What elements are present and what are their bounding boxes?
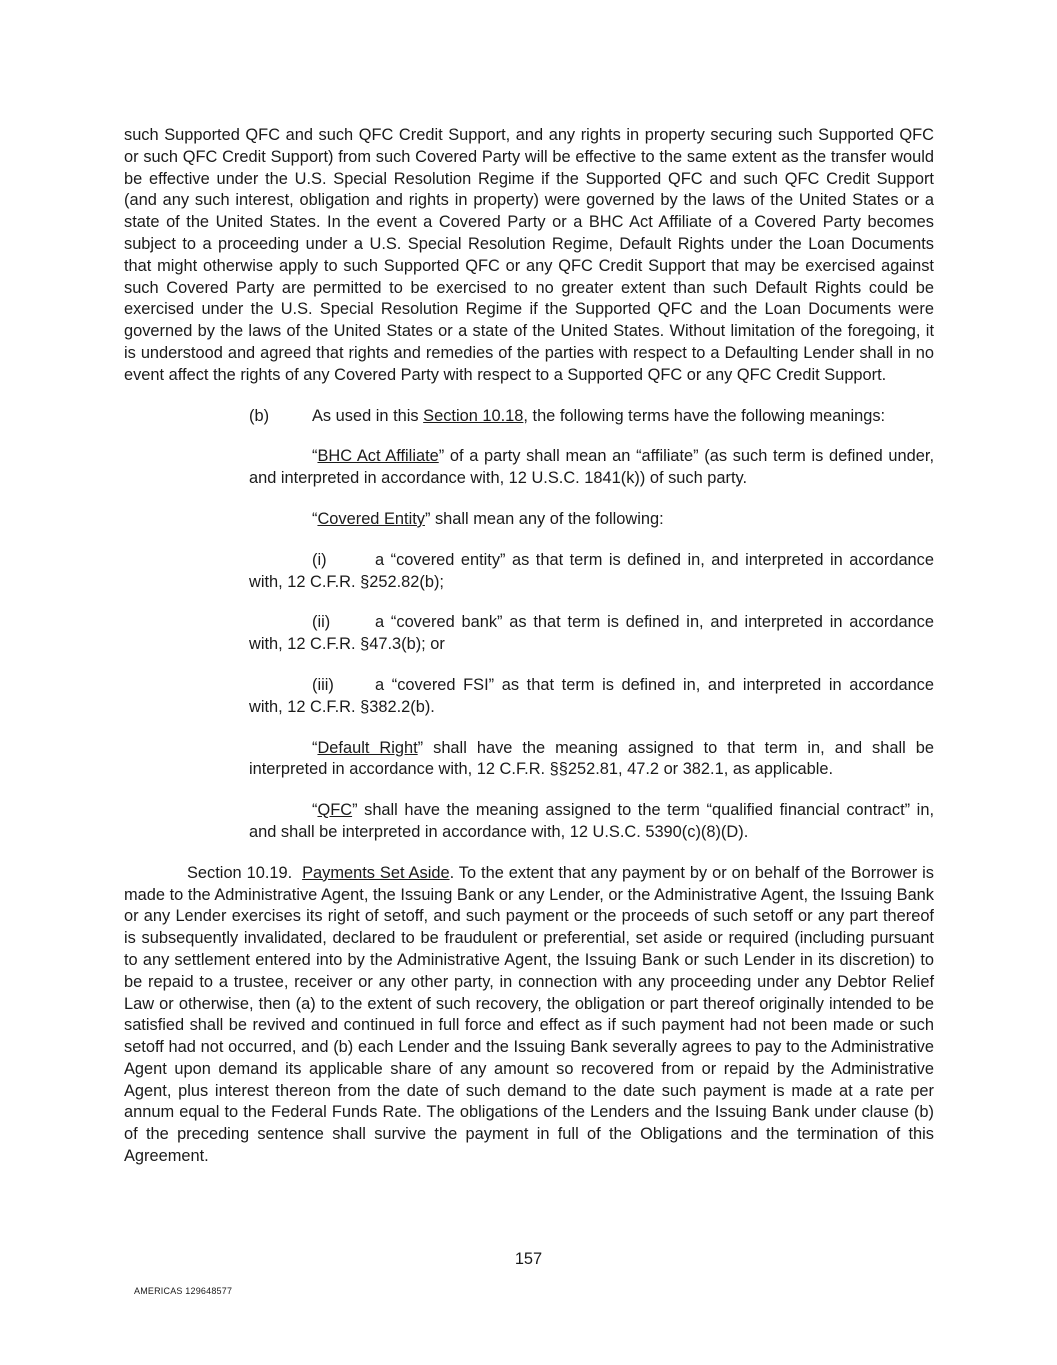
clause-b-pre: As used in this xyxy=(312,406,424,425)
defined-term: Default Right xyxy=(317,738,418,757)
item-label: (ii) xyxy=(312,613,331,632)
open-quote: “ xyxy=(312,738,318,757)
list-item xyxy=(249,675,934,719)
section-ref: Section 10.18 xyxy=(423,406,524,425)
clause-b-label: (b) xyxy=(249,406,270,425)
section-title: Payments Set Aside xyxy=(302,863,450,882)
defined-term: BHC Act Affiliate xyxy=(317,447,439,466)
open-quote: “ xyxy=(312,801,318,820)
item-text: a “covered FSI” as that term is defined in, and interpreted in accordance with, 12 C.F.R. §382.2(b). xyxy=(249,675,934,716)
item-label: (iii) xyxy=(312,675,334,694)
item-label: (i) xyxy=(312,550,327,569)
definition-default-right xyxy=(249,738,934,782)
definition-text: ” shall have the meaning assigned to the term “qualified financial contract” in, and shall be interpreted in accordance with, 12 U.S.C. 5390(c)(8)(D). xyxy=(249,801,934,841)
list-item xyxy=(249,612,934,656)
defined-term: Covered Entity xyxy=(317,509,425,528)
definition-qfc xyxy=(249,800,934,844)
clause-b xyxy=(249,406,934,428)
page-number: 157 xyxy=(514,1250,543,1268)
document-body xyxy=(124,125,934,1168)
continuation-paragraph: such Supported QFC and such QFC Credit Support, and any rights in property securing such Supported QFC or such QFC Credit Support) from such Covered Party will be effective to the same extent as the transfer would be effective under the U.S. Special Resolution Regime if the Supported QFC and such QFC Credit Support (and any such interest, obligation and rights in property) were governed by the laws of the United States or a state of the United States. In the event a Covered Party or a BHC Act Affiliate of a Covered Party becomes subject to a proceeding under a U.S. Special Resolution Regime, Default Rights under the Loan Documents that might otherwise apply to such Supported QFC or any QFC Credit Support that may be exercised against such Covered Party are permitted to be exercised to no greater extent than such Default Rights could be exercised under the U.S. Special Resolution Regime if the Supported QFC and the Loan Documents were governed by the laws of the United States or a state of the United States. Without limitation of the foregoing, it is understood and agreed that rights and remedies of the parties with respect to a Defaulting Lender shall in no event affect the rights of any Covered Party with respect to a Supported QFC or any QFC Credit Support. xyxy=(124,126,934,384)
document-id: AMERICAS 129648577 xyxy=(134,1286,233,1296)
definition-text: ” shall mean any of the following: xyxy=(424,509,664,528)
definition-bhc-act-affiliate xyxy=(249,446,934,490)
open-quote: “ xyxy=(312,447,318,466)
definition-covered-entity xyxy=(249,509,934,531)
list-item xyxy=(249,550,934,594)
item-text: a “covered bank” as that term is defined in, and interpreted in accordance with, 12 C.F.R. §47.3(b); or xyxy=(249,613,934,654)
definition-text: ” of a party shall mean an “affiliate” (as such term is defined under, and interpreted in accordance with, 12 U.S.C. 1841(k)) of such party. xyxy=(249,447,934,488)
section-10-19 xyxy=(124,863,934,1168)
section-number: Section 10.19. xyxy=(187,863,293,882)
open-quote: “ xyxy=(312,509,318,528)
section-text: . To the extent that any payment by or on behalf of the Borrower is made to the Administrative Agent, the Issuing Bank or any Lender, or the Administrative Agent, the Issuing Bank or any Lender exercises its right of setoff, and such payment or the proceeds of such setoff or any part thereof is subsequently invalidated, declared to be fraudulent or preferential, set aside or required (including pursuant to any settlement entered into by the Administrative Agent, the Issuing Bank or such Lender in its discretion) to be repaid to a trustee, receiver or any other party, in connection with any proceeding under any Debtor Relief Law or otherwise, then (a) to the extent of such recovery, the obligation or part thereof originally intended to be satisfied shall be revived and continued in full force and effect as if such payment had not been made or such setoff had not occurred, and (b) each Lender and the Issuing Bank severally agrees to pay to the Administrative Agent upon demand its applicable share of any amount so recovered from or repaid by the Administrative Agent, plus interest thereon from the date of such demand to the date such payment is made at a rate per annum equal to the Federal Funds Rate. The obligations of the Lenders and the Issuing Bank under clause (b) of the preceding sentence shall survive the payment in full of the Obligations and the termination of this Agreement. xyxy=(124,863,934,1166)
defined-term: QFC xyxy=(317,801,353,820)
definition-text: ” shall have the meaning assigned to that term in, and shall be interpreted in accordance with, 12 C.F.R. §§252.81, 47.2 or 382.1, as applicable. xyxy=(249,738,934,779)
item-text: a “covered entity” as that term is defined in, and interpreted in accordance with, 12 C.F.R. §252.82(b); xyxy=(249,550,934,591)
clause-b-post: , the following terms have the following meanings: xyxy=(523,406,886,425)
